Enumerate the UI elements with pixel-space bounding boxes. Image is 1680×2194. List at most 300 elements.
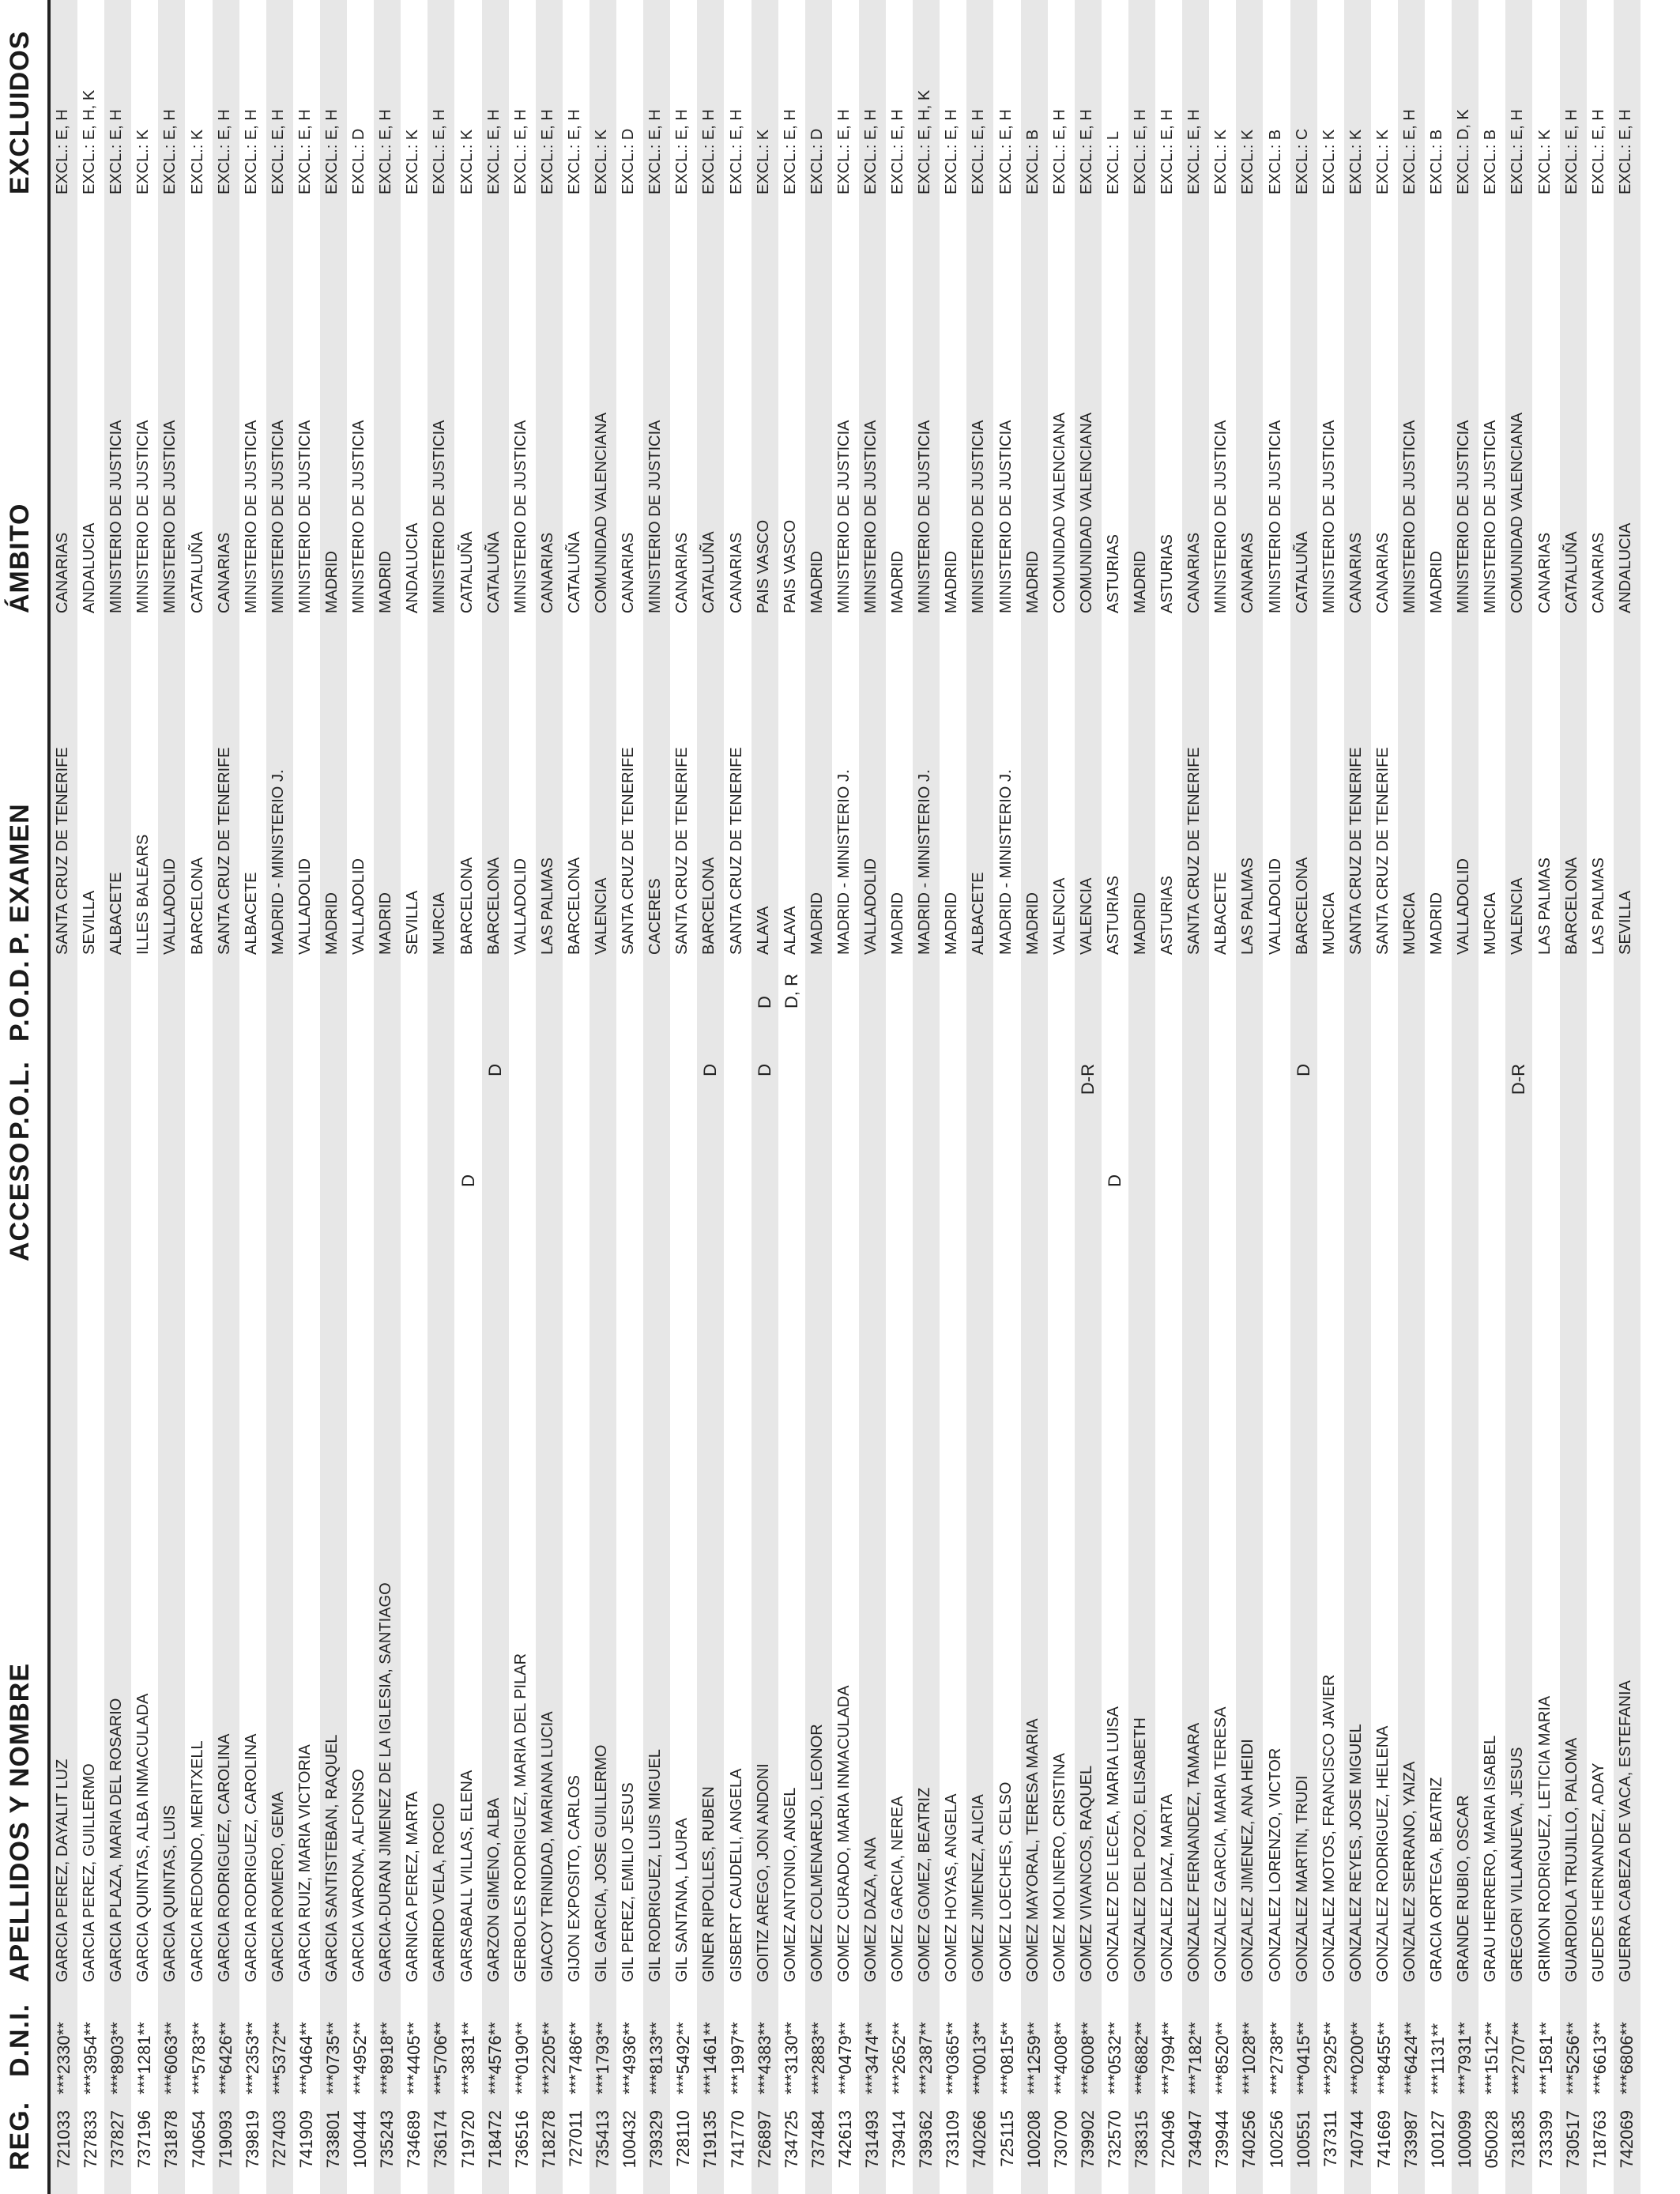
table-row	[1102, 0, 1128, 2194]
cell-ambito: CANARIAS	[215, 532, 233, 613]
table-row	[1371, 0, 1398, 2194]
table-row	[805, 0, 832, 2194]
table-row	[1128, 0, 1155, 2194]
cell-dni: ***0479**	[834, 2022, 855, 2094]
cell-name: GONZALEZ JIMENEZ, ANA HEIDI	[1239, 1739, 1257, 1982]
table-row	[670, 0, 697, 2194]
cell-dni: ***5492**	[673, 2022, 694, 2094]
cell-examen: VALLADOLID	[296, 858, 314, 955]
cell-reg: 742613	[834, 2110, 855, 2169]
cell-name: GRAU HERRERO, MARIA ISABEL	[1482, 1735, 1500, 1982]
cell-dni: ***5256**	[1562, 2022, 1583, 2094]
cell-name: GUERRA CABEZA DE VACA, ESTEFANIA	[1616, 1680, 1634, 1982]
cell-examen: VALLADOLID	[161, 858, 179, 955]
cell-excl: EXCL.: E, H	[484, 109, 503, 194]
cell-pol: D	[1293, 1064, 1313, 1076]
cell-ambito: CATALUÑA	[484, 531, 503, 613]
cell-examen: SANTA CRUZ DE TENERIFE	[1373, 747, 1392, 955]
cell-name: GARCIA-DURAN JIMENEZ DE LA IGLESIA, SANTIAGO	[377, 1582, 395, 1982]
cell-dni: ***4405**	[404, 2022, 424, 2094]
table-row	[832, 0, 859, 2194]
cell-dni: ***6806**	[1616, 2022, 1637, 2094]
header-acceso: ACCESO	[5, 1141, 35, 1261]
cell-excl: EXCL.: E, H	[161, 109, 179, 194]
cell-name: GARCIA QUINTAS, LUIS	[161, 1804, 179, 1982]
cell-dni: ***4936**	[620, 2022, 640, 2094]
cell-excl: EXCL.: K	[1347, 129, 1365, 194]
cell-dni: ***1461**	[700, 2022, 721, 2094]
cell-reg: 742069	[1616, 2110, 1637, 2169]
cell-examen: ALBACETE	[107, 872, 126, 955]
header-excluidos: EXCLUIDOS	[5, 30, 35, 194]
cell-reg: 727011	[565, 2110, 586, 2167]
cell-ambito: MINISTERIO DE JUSTICIA	[1266, 420, 1284, 613]
cell-examen: MURCIA	[1482, 892, 1500, 955]
cell-pol: D	[484, 1064, 505, 1076]
cell-excl: EXCL.: E, H	[107, 109, 126, 194]
table-row	[913, 0, 940, 2194]
cell-pod: D	[754, 996, 774, 1008]
cell-name: GONZALEZ DE LECEA, MARIA LUISA	[1104, 1706, 1122, 1982]
cell-acceso: D	[458, 1174, 478, 1187]
cell-excl: EXCL.: E, H	[511, 109, 529, 194]
cell-pod: D, R	[781, 974, 801, 1008]
cell-examen: VALENCIA	[1050, 877, 1068, 955]
cell-ambito: ASTURIAS	[1104, 533, 1122, 613]
table-row	[401, 0, 428, 2194]
table-row	[563, 0, 590, 2194]
cell-excl: EXCL.: E, H, K	[916, 89, 934, 194]
cell-examen: MADRID	[889, 892, 907, 955]
cell-ambito: COMUNIDAD VALENCIANA	[1077, 412, 1095, 613]
cell-reg: 739329	[646, 2110, 667, 2169]
cell-excl: EXCL.: E, H	[1132, 109, 1149, 194]
cell-examen: MADRID - MINISTERIO J.	[916, 769, 934, 955]
cell-ambito: MINISTERIO DE JUSTICIA	[1320, 420, 1338, 613]
cell-excl: EXCL.: E, H	[296, 109, 314, 194]
cell-excl: EXCL.: K	[1320, 129, 1338, 194]
cell-excl: EXCL.: D	[620, 128, 638, 194]
cell-name: GOMEZ CURADO, MARIA INMACULADA	[834, 1685, 853, 1982]
cell-dni: ***0365**	[943, 2022, 963, 2094]
cell-excl: EXCL.: E, H	[215, 109, 233, 194]
cell-reg: 719093	[215, 2110, 235, 2169]
cell-excl: EXCL.: B	[1482, 129, 1500, 194]
cell-dni: ***0190**	[511, 2022, 532, 2094]
cell-reg: 741669	[1373, 2110, 1394, 2169]
table-row	[886, 0, 913, 2194]
table-row	[1236, 0, 1263, 2194]
cell-ambito: ANDALUCIA	[1616, 522, 1634, 613]
cell-reg: 735243	[377, 2110, 397, 2169]
cell-dni: ***0815**	[996, 2022, 1017, 2094]
cell-excl: EXCL.: E, H	[323, 109, 341, 194]
cell-examen: MADRID	[1428, 892, 1446, 955]
cell-dni: ***5706**	[431, 2022, 451, 2094]
cell-name: GARCIA ROMERO, GEMA	[269, 1791, 287, 1982]
cell-examen: VALENCIA	[1077, 877, 1095, 955]
table-row	[1182, 0, 1209, 2194]
cell-examen: MURCIA	[1401, 892, 1418, 955]
cell-ambito: CANARIAS	[1589, 532, 1607, 613]
cell-name: GRANDE RUBIO, OSCAR	[1455, 1795, 1473, 1982]
cell-name: GRIMON RODRIGUEZ, LETICIA MARIA	[1535, 1695, 1554, 1982]
cell-name: GINER RIPOLLES, RUBEN	[700, 1786, 718, 1982]
cell-excl: EXCL.: K	[188, 129, 206, 194]
cell-name: GOMEZ HOYAS, ANGELA	[943, 1793, 961, 1982]
cell-ambito: CANARIAS	[1373, 532, 1392, 613]
table-header	[0, 0, 51, 2194]
cell-examen: LAS PALMAS	[538, 857, 556, 955]
cell-ambito: CANARIAS	[620, 532, 638, 613]
cell-reg: 733987	[1401, 2110, 1421, 2169]
cell-dni: ***5783**	[188, 2022, 209, 2094]
cell-reg: 050028	[1482, 2110, 1502, 2169]
cell-examen: VALLADOLID	[350, 858, 368, 955]
cell-reg: 727833	[81, 2110, 101, 2169]
cell-reg: 725115	[996, 2110, 1017, 2167]
cell-name: GOMEZ MOLINERO, CRISTINA	[1050, 1752, 1068, 1982]
cell-reg: 740654	[188, 2110, 209, 2169]
cell-reg: 100256	[1266, 2110, 1286, 2169]
cell-dni: ***2353**	[242, 2022, 262, 2094]
cell-ambito: MINISTERIO DE JUSTICIA	[107, 420, 126, 613]
cell-reg: 739414	[889, 2110, 910, 2169]
cell-excl: EXCL.: E, H	[1185, 109, 1203, 194]
cell-reg: 733399	[1535, 2110, 1556, 2169]
cell-name: GRACIA ORTEGA, BEATRIZ	[1428, 1777, 1446, 1982]
cell-dni: ***6426**	[215, 2022, 235, 2094]
cell-examen: ASTURIAS	[1158, 875, 1177, 955]
cell-excl: EXCL.: B	[1266, 129, 1284, 194]
cell-ambito: MINISTERIO DE JUSTICIA	[862, 420, 880, 613]
cell-ambito: CATALUÑA	[1562, 531, 1580, 613]
cell-excl: EXCL.: E, H	[269, 109, 287, 194]
cell-examen: SANTA CRUZ DE TENERIFE	[54, 747, 71, 955]
cell-reg: 739944	[1212, 2110, 1233, 2169]
cell-dni: ***0415**	[1293, 2022, 1313, 2094]
cell-excl: EXCL.: K	[1212, 129, 1230, 194]
cell-excl: EXCL.: D	[808, 128, 826, 194]
cell-ambito: MINISTERIO DE JUSTICIA	[996, 420, 1015, 613]
cell-ambito: MINISTERIO DE JUSTICIA	[646, 420, 665, 613]
cell-name: GIL GARCIA, JOSE GUILLERMO	[593, 1744, 610, 1982]
cell-ambito: CATALUÑA	[458, 531, 476, 613]
cell-examen: MADRID	[943, 892, 961, 955]
cell-name: GARCIA RUIZ, MARIA VICTORIA	[296, 1744, 314, 1982]
cell-examen: MADRID	[808, 892, 826, 955]
table-row	[1560, 0, 1587, 2194]
cell-name: GARCIA RODRIGUEZ, CAROLINA	[215, 1733, 233, 1982]
cell-examen: BARCELONA	[458, 857, 476, 955]
cell-name: GARCIA PEREZ, GUILLERMO	[81, 1763, 99, 1982]
cell-reg: 733801	[323, 2110, 343, 2169]
cell-excl: EXCL.: E, H	[54, 109, 71, 194]
cell-excl: EXCL.: E, H	[565, 109, 583, 194]
table-row	[293, 0, 320, 2194]
cell-ambito: MINISTERIO DE JUSTICIA	[834, 420, 853, 613]
table-row	[1290, 0, 1317, 2194]
cell-dni: ***1259**	[1023, 2022, 1044, 2094]
cell-excl: EXCL.: E, H	[996, 109, 1015, 194]
cell-reg: 739902	[1077, 2110, 1098, 2169]
table-row	[536, 0, 563, 2194]
cell-dni: ***8455**	[1373, 2022, 1394, 2094]
cell-ambito: MINISTERIO DE JUSTICIA	[242, 420, 260, 613]
header-pod: P.O.D.	[5, 959, 35, 1042]
table-row	[1264, 0, 1290, 2194]
table-row	[859, 0, 886, 2194]
cell-reg: 730517	[1562, 2110, 1583, 2169]
cell-reg: 739819	[242, 2110, 262, 2169]
cell-reg: 738315	[1132, 2110, 1151, 2169]
cell-examen: BARCELONA	[1293, 857, 1311, 955]
cell-excl: EXCL.: K	[754, 129, 772, 194]
table-row	[940, 0, 966, 2194]
cell-ambito: CANARIAS	[1347, 532, 1365, 613]
cell-name: GIACOY TRINIDAD, MARIANA LUCIA	[538, 1711, 556, 1982]
cell-name: GIL SANTANA, LAURA	[673, 1818, 691, 1982]
cell-examen: SANTA CRUZ DE TENERIFE	[1185, 747, 1203, 955]
cell-name: GARNICA PEREZ, MARTA	[404, 1791, 422, 1982]
cell-dni: ***0464**	[296, 2022, 316, 2094]
table-row	[131, 0, 158, 2194]
cell-reg: 727403	[269, 2110, 289, 2169]
table-row	[725, 0, 751, 2194]
cell-reg: 719135	[700, 2110, 721, 2169]
cell-name: GARRIDO VELA, ROCIO	[431, 1803, 449, 1982]
cell-examen: SEVILLA	[404, 890, 422, 955]
table-row	[1021, 0, 1048, 2194]
table-row	[104, 0, 131, 2194]
header-pol: P.O.L.	[5, 1061, 35, 1140]
cell-dni: ***3474**	[862, 2022, 882, 2094]
cell-examen: SANTA CRUZ DE TENERIFE	[620, 747, 638, 955]
cell-ambito: MINISTERIO DE JUSTICIA	[134, 420, 153, 613]
cell-ambito: CATALUÑA	[565, 531, 583, 613]
cell-dni: ***0735**	[323, 2022, 343, 2094]
cell-name: GUARDIOLA TRUJILLO, PALOMA	[1562, 1737, 1580, 1982]
cell-ambito: COMUNIDAD VALENCIANA	[1509, 412, 1527, 613]
cell-dni: ***8903**	[107, 2022, 128, 2094]
cell-reg: 100208	[1023, 2110, 1044, 2169]
cell-reg: 740744	[1347, 2110, 1367, 2169]
cell-reg: 734725	[781, 2110, 801, 2169]
cell-excl: EXCL.: E, H	[970, 109, 988, 194]
header-reg: REG.	[5, 2101, 35, 2170]
cell-dni: ***0200**	[1347, 2022, 1367, 2094]
cell-excl: EXCL.: D	[350, 128, 368, 194]
cell-ambito: MINISTERIO DE JUSTICIA	[296, 420, 314, 613]
cell-excl: EXCL.: K	[1373, 129, 1392, 194]
cell-name: GISBERT CAUDELI, ANGELA	[727, 1768, 745, 1982]
cell-dni: ***7931**	[1455, 2022, 1475, 2094]
cell-name: GIJON EXPOSITO, CARLOS	[565, 1775, 583, 1982]
cell-name: GONZALEZ MARTIN, TRUDI	[1293, 1775, 1311, 1982]
cell-dni: ***1028**	[1239, 2022, 1260, 2094]
cell-name: GUEDES HERNANDEZ, ADAY	[1589, 1762, 1607, 1982]
cell-excl: EXCL.: K	[458, 129, 476, 194]
cell-dni: ***1997**	[727, 2022, 748, 2094]
cell-examen: BARCELONA	[484, 857, 503, 955]
cell-dni: ***7182**	[1185, 2022, 1206, 2094]
cell-dni: ***6424**	[1401, 2022, 1421, 2094]
cell-reg: 737484	[808, 2110, 828, 2169]
table-row	[697, 0, 724, 2194]
cell-ambito: CANARIAS	[673, 532, 691, 613]
cell-ambito: COMUNIDAD VALENCIANA	[593, 412, 610, 613]
cell-ambito: CANARIAS	[1185, 532, 1203, 613]
cell-reg: 100099	[1455, 2110, 1475, 2169]
cell-name: GIL RODRIGUEZ, LUIS MIGUEL	[646, 1749, 665, 1982]
cell-dni: ***4576**	[484, 2022, 505, 2094]
table-row	[778, 0, 805, 2194]
cell-excl: EXCL.: C	[1293, 128, 1311, 194]
table-row	[1533, 0, 1560, 2194]
cell-excl: EXCL.: E, H	[862, 109, 880, 194]
cell-excl: EXCL.: E, H	[377, 109, 395, 194]
cell-name: GOMEZ GOMEZ, BEATRIZ	[916, 1787, 934, 1982]
cell-dni: ***1131**	[1428, 2022, 1448, 2094]
cell-name: GARCIA VARONA, ALFONSO	[350, 1769, 368, 1982]
cell-name: GARZON GIMENO, ALBA	[484, 1797, 503, 1982]
cell-dni: ***8918**	[377, 2022, 397, 2094]
cell-ambito: MADRID	[808, 551, 826, 613]
cell-dni: ***4952**	[350, 2022, 371, 2094]
cell-ambito: CATALUÑA	[188, 531, 206, 613]
cell-reg: 100432	[620, 2110, 640, 2169]
cell-reg: 731835	[1509, 2110, 1529, 2169]
table-row	[1587, 0, 1614, 2194]
cell-ambito: MINISTERIO DE JUSTICIA	[1482, 420, 1500, 613]
cell-pol: D	[754, 1064, 774, 1076]
cell-name: GONZALEZ LORENZO, VICTOR	[1266, 1747, 1284, 1982]
cell-name: GOMEZ GARCIA, NEREA	[889, 1796, 907, 1982]
cell-reg: 731878	[161, 2110, 182, 2169]
cell-pol: D	[700, 1064, 721, 1076]
cell-excl: EXCL.: E, H	[673, 109, 691, 194]
cell-examen: BARCELONA	[565, 857, 583, 955]
cell-examen: ALAVA	[781, 906, 799, 955]
cell-name: GOITIZ AREGO, JON ANDONI	[754, 1763, 772, 1982]
table-row	[509, 0, 536, 2194]
cell-reg: 718278	[538, 2110, 559, 2169]
cell-dni: ***0013**	[970, 2022, 990, 2094]
table-row	[1614, 0, 1640, 2194]
cell-reg: 726897	[754, 2110, 774, 2169]
cell-examen: SEVILLA	[81, 890, 99, 955]
table-row	[751, 0, 778, 2194]
cell-reg: 737196	[134, 2110, 155, 2169]
cell-name: GARCIA QUINTAS, ALBA INMACULADA	[134, 1693, 153, 1982]
cell-reg: 721033	[54, 2110, 73, 2169]
cell-ambito: CATALUÑA	[700, 531, 718, 613]
cell-reg: 720496	[1158, 2110, 1179, 2169]
cell-dni: ***4383**	[754, 2022, 774, 2094]
cell-reg: 100444	[350, 2110, 371, 2169]
cell-name: GIL PEREZ, EMILIO JESUS	[620, 1782, 638, 1982]
cell-dni: ***6882**	[1132, 2022, 1151, 2094]
table-row	[347, 0, 374, 2194]
cell-excl: EXCL.: L	[1104, 130, 1122, 194]
cell-examen: SANTA CRUZ DE TENERIFE	[215, 747, 233, 955]
cell-name: GOMEZ LOECHES, CELSO	[996, 1781, 1015, 1982]
cell-dni: ***1512**	[1482, 2022, 1502, 2094]
cell-examen: BARCELONA	[700, 857, 718, 955]
cell-ambito: MINISTERIO DE JUSTICIA	[269, 420, 287, 613]
cell-reg: 740266	[970, 2110, 990, 2169]
cell-reg: 736174	[431, 2110, 451, 2169]
cell-reg: 740256	[1239, 2110, 1260, 2169]
header-examen: P. EXAMEN	[5, 803, 35, 955]
cell-pol: D-R	[1077, 1064, 1098, 1095]
cell-examen: VALENCIA	[593, 877, 610, 955]
cell-reg: 718472	[484, 2110, 505, 2169]
cell-name: GOMEZ COLMENAREJO, LEONOR	[808, 1724, 826, 1982]
table-row	[320, 0, 347, 2194]
cell-examen: ALBACETE	[1212, 872, 1230, 955]
cell-ambito: MINISTERIO DE JUSTICIA	[350, 420, 368, 613]
cell-name: GOMEZ MAYORAL, TERESA MARIA	[1023, 1718, 1042, 1982]
cell-ambito: MADRID	[323, 551, 341, 613]
cell-ambito: MADRID	[889, 551, 907, 613]
cell-reg: 741770	[727, 2110, 748, 2169]
table-row	[239, 0, 266, 2194]
cell-name: GARCIA PLAZA, MARIA DEL ROSARIO	[107, 1698, 126, 1982]
cell-ambito: MINISTERIO DE JUSTICIA	[511, 420, 529, 613]
cell-dni: ***1793**	[593, 2022, 612, 2094]
cell-name: GARSABALL VILLAS, ELENA	[458, 1770, 476, 1982]
cell-examen: MADRID - MINISTERIO J.	[269, 769, 287, 955]
cell-excl: EXCL.: E, H	[1050, 109, 1068, 194]
cell-ambito: CANARIAS	[1535, 532, 1554, 613]
cell-examen: BARCELONA	[188, 857, 206, 955]
table-row	[428, 0, 454, 2194]
cell-reg: 741909	[296, 2110, 316, 2169]
cell-dni: ***0532**	[1104, 2022, 1124, 2094]
cell-reg: 731493	[862, 2110, 882, 2169]
header-dni: D.N.I.	[5, 2004, 35, 2077]
cell-name: GONZALEZ SERRANO, YAIZA	[1401, 1761, 1418, 1982]
cell-ambito: CANARIAS	[1239, 532, 1257, 613]
cell-examen: BARCELONA	[1562, 857, 1580, 955]
cell-excl: EXCL.: E, H	[1158, 109, 1177, 194]
cell-ambito: MADRID	[1428, 551, 1446, 613]
table-row	[1452, 0, 1478, 2194]
cell-excl: EXCL.: E, H	[1401, 109, 1418, 194]
table-row	[77, 0, 104, 2194]
cell-ambito: ANDALUCIA	[404, 522, 422, 613]
cell-name: GONZALEZ MOTOS, FRANCISCO JAVIER	[1320, 1674, 1338, 1982]
table-row	[1317, 0, 1344, 2194]
cell-dni: ***2738**	[1266, 2022, 1286, 2094]
table-row	[158, 0, 185, 2194]
cell-reg: 737827	[107, 2110, 128, 2169]
cell-dni: ***7994**	[1158, 2022, 1179, 2094]
cell-reg: 730700	[1050, 2110, 1071, 2169]
cell-examen: ILLES BALEARS	[134, 834, 153, 955]
table-row	[1478, 0, 1505, 2194]
cell-excl: EXCL.: K	[404, 129, 422, 194]
cell-name: GONZALEZ DIAZ, MARTA	[1158, 1793, 1177, 1982]
cell-ambito: PAIS VASCO	[781, 519, 799, 613]
cell-name: GARCIA SANTISTEBAN, RAQUEL	[323, 1734, 341, 1982]
table-row	[1344, 0, 1371, 2194]
cell-excl: EXCL.: K	[1239, 129, 1257, 194]
cell-dni: ***3130**	[781, 2022, 801, 2094]
cell-name: GREGORI VILLANUEVA, JESUS	[1509, 1747, 1527, 1982]
cell-ambito: CATALUÑA	[1293, 531, 1311, 613]
